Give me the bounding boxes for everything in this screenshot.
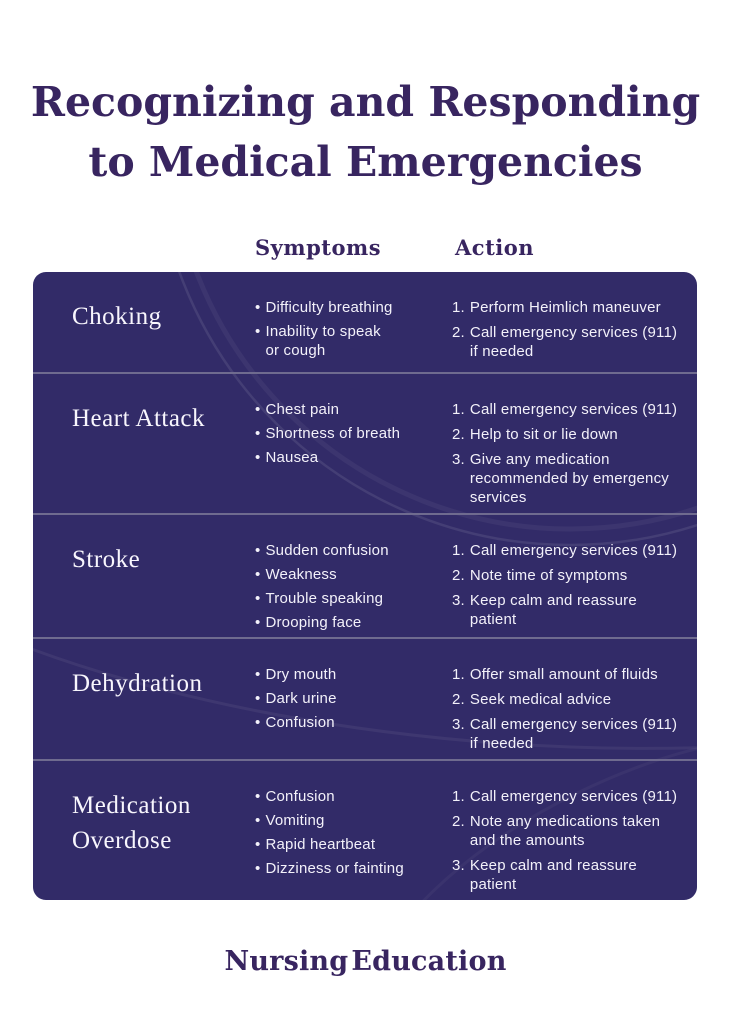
action-text-item <box>452 400 679 419</box>
action-number: 2. <box>452 426 465 443</box>
symptom-text-item <box>255 400 452 419</box>
action-number: 2. <box>452 691 465 708</box>
bullet-icon: • <box>255 812 261 829</box>
symptom-text-item <box>255 541 452 560</box>
bullet-icon: • <box>255 690 261 707</box>
table-row <box>33 513 697 637</box>
action-text-item <box>452 450 679 507</box>
action-list <box>452 787 679 900</box>
symptom-text: Chest pain <box>265 401 340 418</box>
bullet-icon: • <box>255 566 261 583</box>
symptom-text: Rapid heartbeat <box>265 836 376 853</box>
condition-name: Medication Overdose <box>72 792 191 854</box>
symptom-text-item <box>255 713 452 732</box>
action-number: 3. <box>452 451 465 468</box>
brand-logo-nursing: Nursing <box>224 946 349 977</box>
action-text: Keep calm and reassure patient <box>469 592 637 628</box>
symptom-text-item <box>255 811 452 830</box>
symptom-text: Dizziness or fainting <box>265 860 404 877</box>
action-text-item <box>452 566 679 585</box>
action-text: Call emergency services (911) <box>469 788 678 805</box>
condition-name: Dehydration <box>72 670 203 697</box>
action-number: 1. <box>452 401 465 418</box>
symptom-text: Weakness <box>265 566 337 583</box>
symptom-text: Sudden confusion <box>265 542 389 559</box>
page-title-line-2: to Medical Emergencies <box>88 138 643 186</box>
symptom-list <box>255 541 452 637</box>
symptom-text-item <box>255 787 452 806</box>
symptom-list <box>255 400 452 513</box>
action-text: Call emergency services (911) if needed <box>469 716 678 752</box>
action-text: Perform Heimlich maneuver <box>469 299 661 316</box>
action-list <box>452 400 679 513</box>
symptom-text-item <box>255 665 452 684</box>
action-text-item <box>452 425 679 444</box>
action-text-item <box>452 591 679 629</box>
action-number: 2. <box>452 324 465 341</box>
action-text-item <box>452 812 679 850</box>
action-number: 1. <box>452 666 465 683</box>
bullet-icon: • <box>255 788 261 805</box>
bullet-icon: • <box>255 860 261 877</box>
action-text-item <box>452 856 679 894</box>
symptom-list <box>255 787 452 900</box>
action-text-item <box>452 323 679 361</box>
action-text: Give any medication recommended by emergency services <box>469 451 669 506</box>
bullet-icon: • <box>255 614 261 631</box>
action-text: Call emergency services (911) if needed <box>469 324 678 360</box>
table-row <box>33 759 697 900</box>
condition-name: Stroke <box>72 546 141 573</box>
action-number: 3. <box>452 716 465 733</box>
action-text: Call emergency services (911) <box>469 542 678 559</box>
bullet-icon: • <box>255 449 261 466</box>
symptom-text-item <box>255 322 452 360</box>
action-column-header: Action <box>455 235 535 260</box>
page-title <box>0 72 731 192</box>
bullet-icon: • <box>255 542 261 559</box>
condition-name: Heart Attack <box>72 405 206 432</box>
symptom-text-item <box>255 835 452 854</box>
symptom-text: Trouble speaking <box>265 590 384 607</box>
symptom-text: Confusion <box>265 788 335 805</box>
emergency-table <box>33 272 697 900</box>
condition-name: Choking <box>72 303 162 330</box>
action-text: Help to sit or lie down <box>469 426 618 443</box>
symptom-text-item <box>255 589 452 608</box>
symptom-text: Confusion <box>265 714 335 731</box>
action-number: 3. <box>452 592 465 609</box>
symptom-text: Dark urine <box>265 690 337 707</box>
symptom-text-item <box>255 424 452 443</box>
symptom-text: Nausea <box>265 449 319 466</box>
action-text-item <box>452 787 679 806</box>
table-row <box>33 372 697 513</box>
action-text-item <box>452 665 679 684</box>
symptom-text: Dry mouth <box>265 666 337 683</box>
table-rows <box>33 272 697 900</box>
action-text-item <box>452 541 679 560</box>
symptoms-column-header: Symptoms <box>255 235 382 260</box>
bullet-icon: • <box>255 836 261 853</box>
action-number: 2. <box>452 567 465 584</box>
table-row <box>33 637 697 759</box>
symptom-text: Drooping face <box>265 614 362 631</box>
symptom-text-item <box>255 689 452 708</box>
page-title-line-1: Recognizing and Responding <box>30 78 701 126</box>
bullet-icon: • <box>255 666 261 683</box>
action-text-item <box>452 690 679 709</box>
table-row <box>33 272 697 372</box>
bullet-icon: • <box>255 299 261 316</box>
symptom-text: Difficulty breathing <box>265 299 393 316</box>
action-number: 3. <box>452 857 465 874</box>
action-list <box>452 541 679 637</box>
symptom-text-item <box>255 448 452 467</box>
symptom-list <box>255 665 452 759</box>
symptom-text-item <box>255 859 452 878</box>
bullet-icon: • <box>255 323 261 340</box>
action-text: Keep calm and reassure patient <box>469 857 637 893</box>
bullet-icon: • <box>255 590 261 607</box>
symptom-text-item <box>255 613 452 632</box>
action-number: 1. <box>452 542 465 559</box>
action-text: Note time of symptoms <box>469 567 628 584</box>
brand-logo <box>0 946 731 977</box>
symptom-text: Inability to speak or cough <box>265 323 381 359</box>
brand-logo-education: Education <box>351 946 507 977</box>
action-number: 2. <box>452 813 465 830</box>
action-list <box>452 298 679 372</box>
action-text-item <box>452 715 679 753</box>
symptom-text: Shortness of breath <box>265 425 401 442</box>
symptom-text-item <box>255 565 452 584</box>
action-number: 1. <box>452 788 465 805</box>
action-text-item <box>452 298 679 317</box>
symptom-text-item <box>255 298 452 317</box>
bullet-icon: • <box>255 425 261 442</box>
action-text: Offer small amount of fluids <box>469 666 658 683</box>
bullet-icon: • <box>255 401 261 418</box>
action-number: 1. <box>452 299 465 316</box>
action-text: Note any medications taken and the amounts <box>469 813 661 849</box>
action-list <box>452 665 679 759</box>
symptom-text: Vomiting <box>265 812 325 829</box>
symptom-list <box>255 298 452 372</box>
action-text: Seek medical advice <box>469 691 612 708</box>
action-text: Call emergency services (911) <box>469 401 678 418</box>
bullet-icon: • <box>255 714 261 731</box>
